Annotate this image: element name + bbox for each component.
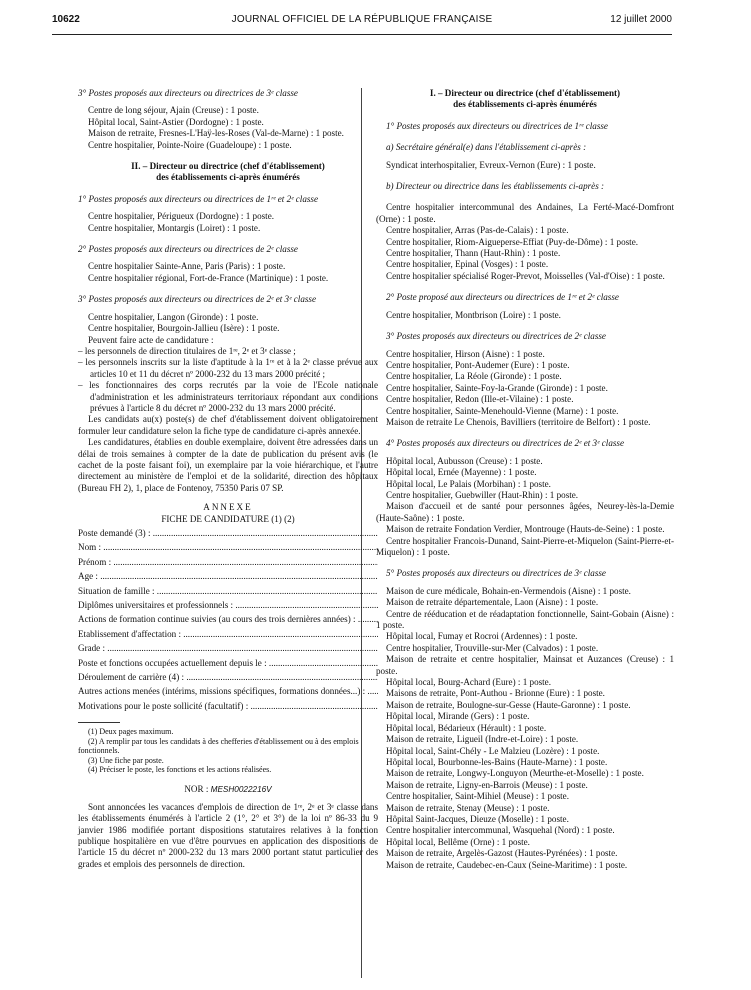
list-item: Hôpital local, Bourg-Achard (Eure) : 1 poste. <box>386 677 551 688</box>
list-item: Maison d'accueil et de santé pour personnes âgées, Neurey-lès-la-Demie (Haute-Saône) : 1 poste. <box>376 501 674 523</box>
nor-reference <box>78 784 378 795</box>
section-heading: 1° Postes proposés aux directeurs ou directrices de 1ʳᵉ et 2ᵉ classe <box>78 193 318 204</box>
list-item: – les fonctionnaires des corps recrutés par la voie de l'Ecole nationale d'administration et les administrateurs territoriaux répondant aux conditions prévues à l'article 8 du décret nº 2000-232 du 13 mars 2000 précité. <box>78 380 378 413</box>
post-list <box>376 160 674 171</box>
list-item: Hôpital local, Saint-Chély - Le Malzieu (Lozère) : 1 poste. <box>386 745 600 756</box>
list-item: Centre hospitalier, Pointe-Noire (Guadeloupe) : 1 poste. <box>88 139 292 150</box>
list-item: Centre hospitalier, Montbrison (Loire) : 1 poste. <box>386 309 561 320</box>
list-item: Motivations pour le poste sollicité (facultatif) : ..... <box>78 701 378 712</box>
post-list <box>78 312 378 335</box>
publication-date: 12 juillet 2000 <box>610 14 672 25</box>
list-item: Autres actions menées (intérims, missions spécifiques, formations données...) : ..... <box>78 686 378 697</box>
list-item: Poste demandé (3) : ..... <box>78 528 378 539</box>
list-item: Maison de retraite départementale, Laon (Aisne) : 1 poste. <box>386 597 599 608</box>
list-item: Maisons de retraite, Pont-Authou - Brionne (Eure) : 1 poste. <box>386 688 605 699</box>
annexe-title: ANNEXE <box>203 502 253 513</box>
fiche-title: FICHE DE CANDIDATURE (1) (2) <box>161 513 295 524</box>
list-item: Maison de retraite, Argelès-Gazost (Hautes-Pyrénées) : 1 poste. <box>386 848 618 859</box>
list-item: Hôpital local, Bellême (Orne) : 1 poste. <box>386 836 530 847</box>
list-item: Centre hospitalier, Guebwiller (Haut-Rhin) : 1 poste. <box>386 489 579 500</box>
journal-title: JOURNAL OFFICIEL DE LA RÉPUBLIQUE FRANÇAISE <box>231 14 493 25</box>
section-heading: 3° Postes proposés aux directeurs ou directrices de 2ᵉ et 3ᵉ classe <box>78 294 316 305</box>
list-item: Centre hospitalier régional, Fort-de-France (Martinique) : 1 poste. <box>88 272 329 283</box>
list-item: Hôpital Saint-Jacques, Dieuze (Moselle) : 1 poste. <box>386 813 569 824</box>
list-item: Centre hospitalier, Redon (Ille-et-Vilaine) : 1 poste. <box>386 394 574 405</box>
part-title-line2: des établissements ci-après énumérés <box>453 99 597 110</box>
page-number: 10622 <box>52 14 80 25</box>
post-list <box>78 261 378 284</box>
part-title-line2: des établissements ci-après énumérés <box>156 172 300 183</box>
section-heading: 3° Postes proposés aux directeurs ou directrices de 3ᵉ classe <box>78 88 298 98</box>
list-item: Syndicat interhospitalier, Evreux-Vernon (Eure) : 1 poste. <box>386 159 596 170</box>
section-heading: 2° Poste proposé aux directeurs ou directrices de 1ʳᵉ et 2ᵉ classe <box>386 292 619 303</box>
post-list <box>376 349 674 429</box>
left-column <box>78 88 378 870</box>
list-item: Centre hospitalier, Hirson (Aisne) : 1 poste. <box>386 348 545 359</box>
list-item: Centre hospitalier, Langon (Gironde) : 1 poste. <box>88 311 259 322</box>
list-item: Maison de retraite Fondation Verdier, Montrouge (Hauts-de-Seine) : 1 poste. <box>386 524 665 535</box>
list-item: Etablissement d'affectation : ..... <box>78 629 378 640</box>
list-item: (1) Deux pages maximum. <box>88 727 174 737</box>
part-title: I. – Directeur ou directrice (chef d'établissement) <box>429 88 621 98</box>
candidature-bullets <box>78 346 378 414</box>
list-item: Hôpital local, Ernée (Mayenne) : 1 poste. <box>386 467 537 478</box>
list-item: Déroulement de carrière (4) : ..... <box>78 672 378 683</box>
section-heading: 2° Postes proposés aux directeurs ou directrices de 2ᵉ classe <box>78 244 298 255</box>
post-list <box>376 586 674 871</box>
list-item: Age : ..... <box>78 571 378 582</box>
list-item: Maison de retraite, Fresnes-L'Haÿ-les-Roses (Val-de-Marne) : 1 poste. <box>88 128 344 139</box>
right-column <box>376 88 674 871</box>
list-item: (4) Préciser le poste, les fonctions et les actions réalisées. <box>88 764 272 774</box>
page-header <box>52 14 672 30</box>
list-item: (2) A remplir par tous les candidats à des chefferies d'établissement ou à des emplois fonctionnels. <box>78 736 359 756</box>
list-item: Maison de retraite, Boulogne-sur-Gesse (Haute-Garonne) : 1 poste. <box>386 699 631 710</box>
part-title: II. – Directeur ou directrice (chef d'établissement) <box>131 161 325 172</box>
list-item: Maison de cure médicale, Bohain-en-Vermendois (Aisne) : 1 poste. <box>386 585 631 596</box>
application-form <box>78 528 378 712</box>
nor-label: NOR : <box>184 784 209 795</box>
list-item: Centre hospitalier, Montargis (Loiret) : 1 poste. <box>88 222 261 233</box>
list-item: Maison de retraite et centre hospitalier, Mainsat et Auzances (Creuse) : 1 poste. <box>376 654 674 676</box>
post-list <box>78 105 378 151</box>
list-item: Hôpital local, Bédarieux (Hérault) : 1 poste. <box>386 722 547 733</box>
list-item: Hôpital local, Bourbonne-les-Bains (Haute-Marne) : 1 poste. <box>386 756 608 767</box>
list-item: Maison de retraite, Ligueil (Indre-et-Loire) : 1 poste. <box>386 734 579 745</box>
list-item: Maison de retraite Le Chenois, Bavilliers (territoire de Belfort) : 1 poste. <box>386 416 651 427</box>
section-heading: 4° Postes proposés aux directeurs ou directrices de 2ᵉ et 3ᵉ classe <box>386 438 624 449</box>
list-item: Hôpital local, Aubusson (Creuse) : 1 poste. <box>386 455 543 466</box>
list-item: Centre hospitalier, La Réole (Gironde) : 1 poste. <box>386 371 562 382</box>
section-heading: 1° Postes proposés aux directeurs ou directrices de 1ʳᵉ classe <box>386 120 608 131</box>
footnote-rule <box>78 722 120 723</box>
list-item: Centre hospitalier, Trouville-sur-Mer (Calvados) : 1 poste. <box>386 642 599 653</box>
section-heading: 3° Postes proposés aux directeurs ou directrices de 2ᵉ classe <box>386 331 606 342</box>
list-item: Maison de retraite, Ligny-en-Barrois (Meuse) : 1 poste. <box>386 779 588 790</box>
list-item: – les personnels inscrits sur la liste d'aptitude à la 1ʳᵉ et à la 2ᵉ classe prévue aux articles 10 et 11 du décret nº 2000-232 du 13 mars 2000 précité ; <box>78 357 378 379</box>
list-item: Centre hospitalier intercommunal des Andaines, La Ferté-Macé-Domfront (Orne) : 1 poste. <box>376 202 674 224</box>
list-item: Hôpital local, Le Palais (Morbihan) : 1 poste. <box>386 478 551 489</box>
list-item: Centre hospitalier, Pont-Audemer (Eure) : 1 poste. <box>386 359 570 370</box>
subsection-heading: b) Directeur ou directrice dans les établissements ci-après : <box>386 181 605 192</box>
post-list <box>376 456 674 559</box>
candidature-intro: Peuvent faire acte de candidature : <box>88 334 214 345</box>
list-item: Grade : ..... <box>78 643 378 654</box>
list-item: Maison de retraite, Caudebec-en-Caux (Seine-Maritime) : 1 poste. <box>386 859 628 870</box>
list-item: Centre hospitalier spécialisé Roger-Prevot, Moisselles (Val-d'Oise) : 1 poste. <box>386 270 665 281</box>
list-item: Hôpital local, Fumay et Rocroi (Ardennes) : 1 poste. <box>386 631 578 642</box>
list-item: Centre hospitalier, Sainte-Menehould-Vienne (Marne) : 1 poste. <box>386 405 619 416</box>
list-item: Situation de famille : ..... <box>78 586 378 597</box>
list-item: – les personnels de direction titulaires de 1ʳᵉ, 2ᵉ et 3ᵉ classe ; <box>78 345 296 356</box>
list-item: Centre hospitalier, Sainte-Foy-la-Grande (Gironde) : 1 poste. <box>386 382 608 393</box>
list-item: Hôpital local, Saint-Astier (Dordogne) : 1 poste. <box>88 116 264 127</box>
list-item: Maison de retraite, Stenay (Meuse) : 1 poste. <box>386 802 550 813</box>
post-list <box>376 310 674 321</box>
list-item: (3) Une fiche par poste. <box>88 755 164 765</box>
list-item: Prénom : ..... <box>78 557 378 568</box>
list-item: Hôpital local, Mirande (Gers) : 1 poste. <box>386 711 530 722</box>
list-item: Centre hospitalier Francois-Dunand, Saint-Pierre-et-Miquelon (Saint-Pierre-et-Miquelon) : 1 poste. <box>376 535 674 557</box>
post-list <box>376 202 674 282</box>
list-item: Centre hospitalier, Saint-Mihiel (Meuse) : 1 poste. <box>386 791 569 802</box>
list-item: Nom : ..... <box>78 542 378 553</box>
list-item: Centre hospitalier, Bourgoin-Jallieu (Isère) : 1 poste. <box>88 323 280 334</box>
section-heading: 5° Postes proposés aux directeurs ou directrices de 3ᵉ classe <box>386 568 606 579</box>
list-item: Centre hospitalier intercommunal, Wasquehal (Nord) : 1 poste. <box>386 825 615 836</box>
list-item: Maison de retraite, Longwy-Longuyon (Meurthe-et-Moselle) : 1 poste. <box>386 768 644 779</box>
list-item: Actions de formation continue suivies (au cours des trois dernières années) : ..... <box>78 614 378 625</box>
footnotes <box>78 727 378 774</box>
nor-code: MESH0022216V <box>210 785 272 795</box>
paragraph-envoi: Les candidatures, établies en double exemplaire, doivent être adressées dans un délai de trois semaines à compter de la date de publication du présent avis (le cachet de la poste faisant foi), un exemplaire par la voie hiérarchique, et l'autre directement au ministère de l'emploi et de la solidarité, direction des hôpitaux (Bureau FH 2), 1, place de Fontenoy, 75350 Paris 07 SP. <box>78 437 378 493</box>
list-item: Centre hospitalier Sainte-Anne, Paris (Paris) : 1 poste. <box>88 261 286 272</box>
list-item: Centre hospitalier, Arras (Pas-de-Calais) : 1 poste. <box>386 225 569 236</box>
subsection-heading: a) Secrétaire général(e) dans l'établissement ci-après : <box>386 142 587 153</box>
list-item: Centre hospitalier, Riom-Aigueperse-Effiat (Puy-de-Dôme) : 1 poste. <box>386 236 639 247</box>
list-item: Centre hospitalier, Epinal (Vosges) : 1 poste. <box>386 259 549 270</box>
paragraph-candidats: Les candidats au(x) poste(s) de chef d'établissement doivent obligatoirement formuler leur candidature selon la fiche type de candidature ci-après annexée. <box>78 414 378 436</box>
header-rule <box>52 34 672 35</box>
list-item: Centre hospitalier, Thann (Haut-Rhin) : 1 poste. <box>386 248 561 259</box>
list-item: Centre de rééducation et de réadaptation fonctionnelle, Saint-Gobain (Aisne) : 1 poste. <box>376 608 674 631</box>
list-item: Centre hospitalier, Périgueux (Dordogne) : 1 poste. <box>88 211 275 222</box>
list-item: Diplômes universitaires et professionnels : ..... <box>78 600 378 611</box>
list-item: Centre de long séjour, Ajain (Creuse) : 1 poste. <box>88 105 259 116</box>
list-item: Poste et fonctions occupées actuellement depuis le : ..... <box>78 658 378 669</box>
final-paragraph: Sont annoncées les vacances d'emplois de direction de 1ʳᵉ, 2ᵉ et 3ᵉ classe dans les établissements énumérés à l'article 2 (1°, 2° et 3°) de la loi nº 86-33 du 9 janvier 1986 modifiée portant dispositions statutaires relatives à la fonction publique hospitalière en vue d'être pourvues en application des dispositions de l'article 15 du décret nº 2000-232 du 13 mars 2000 portant statut particulier des grades et emplois des personnels de direction. <box>78 801 378 869</box>
post-list <box>78 211 378 234</box>
